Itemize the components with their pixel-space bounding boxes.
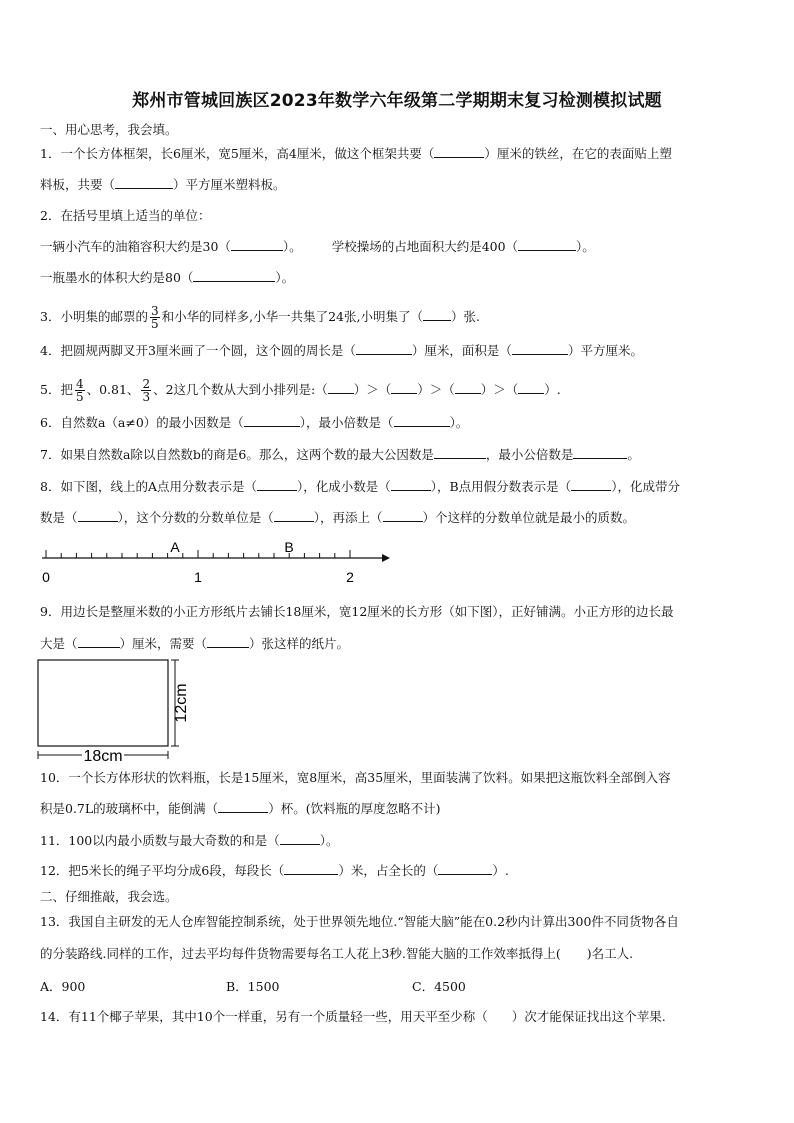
rectangle-figure [34, 656, 194, 768]
q8-text-f: ），这个分数的分数单位是（ [117, 510, 274, 525]
q10-text-b: 积是0.7L的玻璃杯中，能倒满（ [40, 801, 219, 816]
question-4 [40, 342, 643, 360]
q12-text-a: 12．把5米长的绳子平均分成6段，每段长（ [40, 863, 285, 878]
answer-blank[interactable] [280, 832, 320, 845]
q1-text-d: ）平方厘米塑料板。 [173, 177, 286, 192]
answer-blank[interactable] [207, 635, 249, 648]
answer-blank[interactable] [274, 509, 314, 522]
q5-gt: ）＞（ [480, 382, 519, 397]
q1-text-b: ）厘米的铁丝，在它的表面贴上塑 [484, 146, 672, 161]
q8-text-g: ），再添上（ [313, 510, 383, 525]
q2-text-f: ）。 [275, 270, 295, 285]
q4-text-b: ）厘米，面积是（ [411, 343, 512, 358]
question-10-line-2 [40, 800, 440, 818]
q11-text-b: ）。 [319, 833, 339, 848]
section-2-heading: 二、仔细推敲，我会选。 [40, 889, 178, 904]
q6-text-b: ），最小倍数是（ [299, 415, 394, 430]
q9-text-c: ）厘米，需要（ [119, 636, 208, 651]
q5-text-b: 、0.81、 [86, 382, 140, 397]
rectangle-shape [38, 660, 168, 746]
q7-text-b: ，最小公倍数是 [485, 447, 574, 462]
question-8-line-1 [40, 478, 680, 496]
answer-blank[interactable] [518, 381, 544, 394]
answer-blank[interactable] [434, 446, 486, 459]
answer-blank[interactable] [394, 414, 450, 427]
q4-text-c: ）平方厘米。 [567, 343, 643, 358]
answer-blank[interactable] [391, 381, 417, 394]
option-a[interactable]: A．900 [40, 979, 86, 994]
option-c[interactable]: C．4500 [412, 979, 466, 994]
q8-text-a: 8．如下图，线上的A点用分数表示是（ [40, 479, 257, 494]
q9-text-b: 大是（ [40, 636, 78, 651]
question-2-line-1 [40, 238, 595, 256]
q3-text-b: 和小华的同样多,小华一共集了24张,小明集了（ [161, 309, 423, 324]
fraction-2-3: $\frac{2}{3}$ [142, 377, 151, 404]
answer-blank[interactable] [383, 509, 423, 522]
q13-text-b: 的分装路线.同样的工作，过去平均每件货物需要每名工人花上3秒.智能大脑的工作效率抵得上( [40, 946, 561, 961]
answer-blank[interactable] [78, 635, 120, 648]
question-1-line-1 [40, 145, 672, 163]
answer-blank[interactable] [115, 176, 173, 189]
question-2-line-2 [40, 269, 294, 287]
q8-text-e: 数是（ [40, 510, 78, 525]
q5-gt: ）＞（ [417, 382, 455, 397]
height-label: 12cm [173, 683, 190, 723]
q11-text-a: 11．100以内最小质数与最大奇数的和是（ [40, 833, 280, 848]
q12-text-c: ）. [492, 863, 509, 878]
question-14 [40, 1008, 666, 1026]
answer-blank[interactable] [518, 238, 576, 251]
question-3 [40, 305, 480, 330]
tick-label-2: 2 [346, 569, 354, 585]
q8-text-h: ）个这样的分数单位就是最小的质数。 [422, 510, 636, 525]
question-1-line-2 [40, 176, 286, 194]
question-13-line-2 [40, 945, 633, 963]
q2-text-a: 一辆小汽车的油箱容积大约是30（ [40, 239, 231, 254]
fraction-4-5: $\frac{4}{5}$ [75, 377, 84, 404]
q8-text-d: ），化成带分 [611, 479, 680, 494]
q5-gt: ）＞（ [353, 382, 392, 397]
answer-blank[interactable] [218, 800, 268, 813]
section-1-heading: 一、用心思考，我会填。 [40, 122, 178, 137]
question-5 [40, 378, 561, 403]
q14-text-b: ）次才能保证找出这个苹果. [511, 1009, 666, 1024]
answer-blank[interactable] [328, 381, 354, 394]
q7-text-c: 。 [627, 447, 640, 462]
q3-text-c: ）张. [450, 309, 480, 324]
width-label: 18cm [83, 748, 123, 765]
number-line-ticks [46, 550, 350, 558]
q10-text-c: ）杯。(饮料瓶的厚度忽略不计) [268, 801, 441, 816]
number-line-arrow [382, 554, 390, 562]
q12-text-b: ）米，占全长的（ [338, 863, 439, 878]
q8-text-c: ），B点用假分数表示是（ [430, 479, 572, 494]
q13-text-c: )名工人. [586, 946, 634, 961]
q7-text-a: 7．如果自然数a除以自然数b的商是6。那么，这两个数的最大公因数是 [40, 447, 434, 462]
q1-text-c: 料板，共要（ [40, 177, 116, 192]
q9-text-d: ）张这样的纸片。 [249, 636, 350, 651]
option-b[interactable]: B．1500 [226, 979, 280, 994]
q5-end: ）. [544, 382, 561, 397]
q3-text-a: 3．小明集的邮票的 [40, 309, 148, 324]
answer-blank[interactable] [391, 478, 431, 491]
page-title: 郑州市管城回族区2023年数学六年级第二学期期末复习检测模拟试题 [132, 91, 662, 111]
answer-blank[interactable] [193, 269, 275, 282]
q5-text-a: 5．把 [40, 382, 73, 397]
answer-blank[interactable] [284, 862, 338, 875]
point-a-label: A [170, 539, 180, 555]
question-2-head: 2．在括号里填上适当的单位： [40, 208, 211, 223]
q2-text-b: ）。 [282, 239, 302, 254]
answer-blank[interactable] [78, 509, 118, 522]
answer-blank[interactable] [257, 478, 297, 491]
answer-blank[interactable] [244, 414, 300, 427]
q5-text-c: 、2这几个数从大到小排列是:（ [153, 382, 328, 397]
answer-blank[interactable] [455, 381, 481, 394]
question-10-line-1: 10．一个长方体形状的饮料瓶，长是15厘米，宽8厘米，高35厘米，里面装满了饮料。如果把这瓶饮料全部倒入容 [40, 770, 671, 785]
question-9-line-1: 9．用边长是整厘米数的小正方形纸片去铺长18厘米，宽12厘米的长方形（如下图），正好铺满。小正方形的边长最 [40, 604, 674, 619]
q8-text-b: ），化成小数是（ [296, 479, 391, 494]
question-13-options [40, 978, 466, 996]
question-9-line-2 [40, 635, 349, 653]
fraction-3-5: $\frac{3}{5}$ [150, 304, 159, 331]
answer-blank[interactable] [571, 478, 611, 491]
q1-text-a: 1．一个长方体框架，长6厘米，宽5厘米，高4厘米，做这个框架共要（ [40, 146, 435, 161]
question-6 [40, 414, 468, 432]
question-12 [40, 862, 509, 880]
q2-text-e: 一瓶墨水的体积大约是80（ [40, 270, 194, 285]
answer-blank[interactable] [573, 446, 627, 459]
tick-label-1: 1 [194, 569, 202, 585]
tick-label-0: 0 [42, 569, 50, 585]
question-7 [40, 446, 640, 464]
q4-text-a: 4．把圆规两脚叉开3厘米画了一个圆，这个圆的周长是（ [40, 343, 356, 358]
q14-text-a: 14．有11个椰子苹果，其中10个一样重，另有一个质量轻一些，用天平至少称（ [40, 1009, 488, 1024]
answer-blank[interactable] [512, 342, 568, 355]
question-8-line-2 [40, 509, 635, 527]
answer-blank[interactable] [438, 862, 492, 875]
answer-blank[interactable] [423, 308, 451, 321]
q6-text-c: ）。 [449, 415, 469, 430]
answer-blank[interactable] [231, 238, 283, 251]
q2-text-c: 学校操场的占地面积大约是400（ [331, 239, 519, 254]
question-13-line-1: 13．我国自主研发的无人仓库智能控制系统，处于世界领先地位.“智能大脑”能在0.2秒内计算出300件不同货物各自 [40, 914, 679, 929]
number-line-figure [34, 534, 394, 590]
q2-text-d: ）。 [576, 239, 595, 254]
point-b-label: B [284, 539, 294, 555]
answer-blank[interactable] [356, 342, 412, 355]
q6-text-a: 6．自然数a（a≠0）的最小因数是（ [40, 415, 244, 430]
question-11 [40, 832, 339, 850]
answer-blank[interactable] [434, 145, 484, 158]
